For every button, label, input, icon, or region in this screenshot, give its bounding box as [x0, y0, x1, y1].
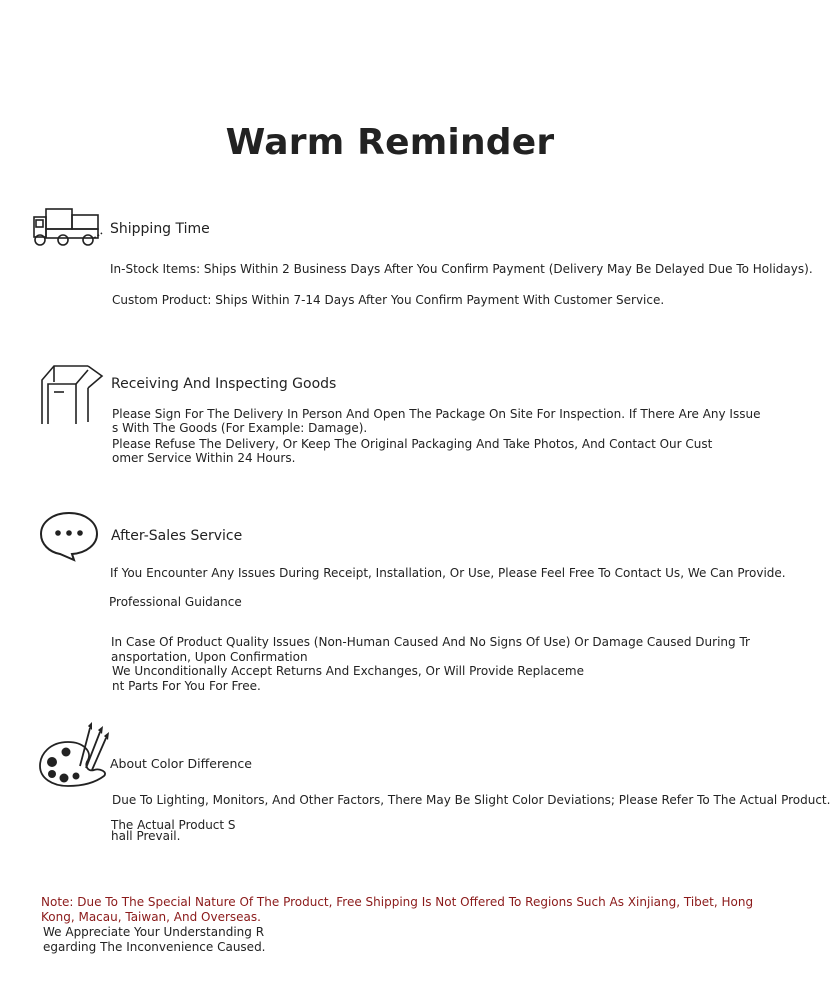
receiving-line-1: Please Sign For The Delivery In Person And Open The Package On Site For Inspection. If There Are Any Issue: [112, 407, 761, 421]
color-line-3: hall Prevail.: [111, 829, 181, 843]
section-heading-after-sales: After-Sales Service: [111, 528, 243, 544]
section-heading-color: About Color Difference: [110, 756, 252, 771]
color-line-2: The Actual Product S: [111, 818, 236, 832]
section-heading-receiving: Receiving And Inspecting Goods: [111, 376, 337, 392]
after-sales-line-6: nt Parts For You For Free.: [112, 679, 261, 693]
palette-icon: [38, 722, 110, 788]
section-heading-shipping: Shipping Time: [110, 221, 210, 237]
after-sales-line-3: In Case Of Product Quality Issues (Non-Human Caused And No Signs Of Use) Or Damage Caused During Tr: [111, 635, 750, 649]
receiving-line-4: omer Service Within 24 Hours.: [112, 451, 296, 465]
receiving-line-2: s With The Goods (For Example: Damage).: [112, 421, 368, 435]
after-sales-line-1: If You Encounter Any Issues During Receipt, Installation, Or Use, Please Feel Free To Contact Us, We Can Provide.: [110, 566, 786, 580]
note-footer-line-1: We Appreciate Your Understanding R: [43, 925, 265, 939]
note-line-2: Kong, Macau, Taiwan, And Overseas.: [41, 910, 261, 924]
truck-icon: [32, 205, 104, 249]
shipping-line-2: Custom Product: Ships Within 7-14 Days After You Confirm Payment With Customer Service.: [112, 293, 665, 307]
after-sales-line-4: ansportation, Upon Confirmation: [111, 650, 308, 664]
note-line-1: Note: Due To The Special Nature Of The Product, Free Shipping Is Not Offered To Regions Such As Xinjiang, Tibet, Hong: [41, 895, 754, 909]
receiving-line-3: Please Refuse The Delivery, Or Keep The Original Packaging And Take Photos, And Contact Our Cust: [112, 437, 713, 451]
shipping-line-1: In-Stock Items: Ships Within 2 Business Days After You Confirm Payment (Delivery May Be Delayed Due To Holidays).: [110, 262, 813, 276]
page-title: Warm Reminder: [225, 122, 555, 163]
open-box-icon: [38, 362, 106, 428]
after-sales-line-2: Professional Guidance: [109, 595, 242, 609]
speech-bubble-icon: [38, 510, 100, 564]
note-footer-line-2: egarding The Inconvenience Caused.: [43, 940, 266, 954]
after-sales-line-5: We Unconditionally Accept Returns And Exchanges, Or Will Provide Replaceme: [112, 664, 584, 678]
color-line-1: Due To Lighting, Monitors, And Other Factors, There May Be Slight Color Deviations; Please Refer To The Actual Product.: [112, 793, 830, 807]
